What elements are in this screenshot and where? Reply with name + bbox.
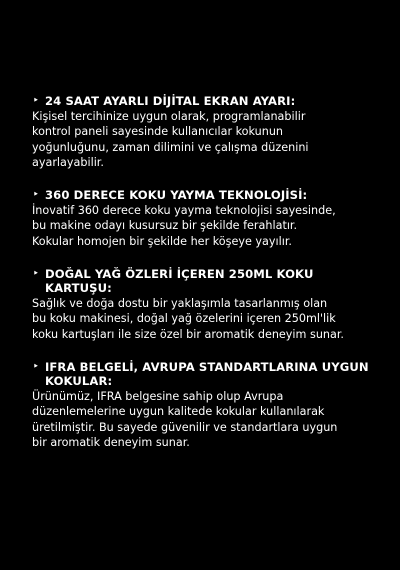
arrow-bullet-icon: ‣ [33,190,39,201]
arrow-bullet-icon: ‣ [33,269,39,280]
description-line: koku kartuşları ile size özel bir aromatik deneyim sunar. [32,327,344,341]
feature-section-360-diffusion [32,188,382,249]
description-line: ayarlayabilir. [32,155,104,169]
arrow-bullet-icon: ‣ [33,361,39,372]
feature-list [32,94,382,468]
description-line: Ürünümüz, IFRA belgesine sahip olup Avrupa [32,389,284,403]
feature-heading [32,94,382,108]
description-line: yoğunluğunu, zaman dilimini ve çalışma düzenini [32,140,309,154]
feature-description [32,296,382,342]
feature-title: 24 SAAT AYARLI DİJİTAL EKRAN AYARI: [45,94,296,108]
feature-section-ifra-certified [32,360,382,450]
feature-title: 360 DERECE KOKU YAYMA TEKNOLOJİSİ: [45,188,308,203]
feature-heading [32,267,382,295]
description-line: İnovatif 360 derece koku yayma teknolojisi sayesinde, [32,204,336,218]
description-line: Kokular homojen bir şekilde her köşeye yayılır. [32,234,292,248]
feature-heading [32,360,382,388]
description-line: üretilmiştir. Bu sayede güvenilir ve standartlara uygun [32,420,338,434]
description-line: düzenlemelerine uygun kalitede kokular kullanılarak [32,405,325,419]
description-line: bir aromatik deneyim sunar. [32,435,190,449]
feature-section-digital-display [32,94,382,170]
description-line: bu koku makinesi, doğal yağ özelerini içeren 250ml'lik [32,312,336,326]
feature-description [32,203,382,249]
feature-heading [32,188,382,202]
description-line: bu makine odayı kusursuz bir şekilde ferahlatır. [32,219,298,233]
feature-description [32,389,382,450]
feature-description [32,109,382,170]
description-line: Kişisel tercihinize uygun olarak, programlanabilir [32,110,306,123]
description-line: kontrol paneli sayesinde kullanıcılar kokunun [32,125,284,139]
description-line: Sağlık ve doğa dostu bir yaklaşımla tasarlanmış olan [32,297,328,311]
feature-section-oil-cartridge [32,267,382,342]
arrow-bullet-icon: ‣ [33,96,39,106]
feature-title: DOĞAL YAĞ ÖZLERİ İÇEREN 250ML KOKU KARTUŞU: [45,267,314,296]
feature-title: IFRA BELGELİ, AVRUPA STANDARTLARINA UYGUN KOKULAR: [45,359,369,388]
